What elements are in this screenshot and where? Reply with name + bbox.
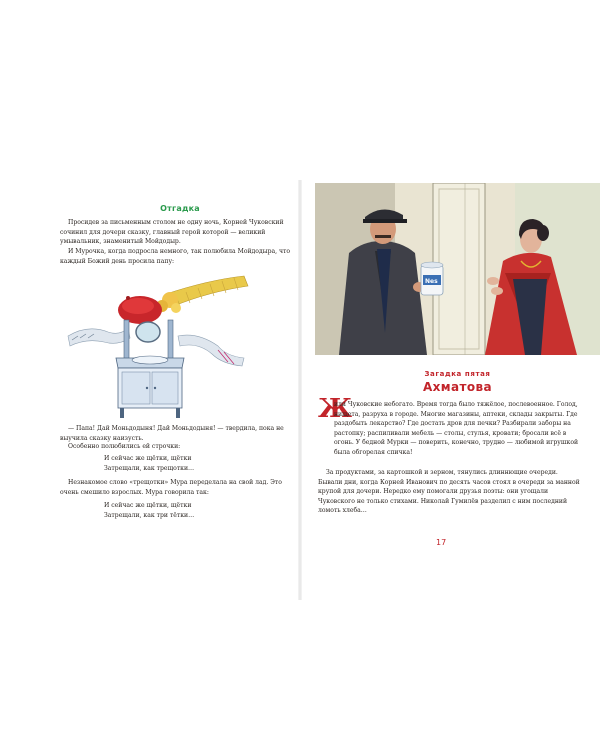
left-paragraph-1: Просидев за письменным столом не одну ночь, Корней Чуковский сочинил для дочери сказку, главный герой которой — великий умывальник, знаменитый Мойдодыр. bbox=[60, 219, 284, 246]
washstand-illustration bbox=[58, 266, 298, 426]
left-paragraph-4: Особенно полюбились ей строчки: bbox=[68, 443, 181, 450]
verse-1-line-1: И сейчас же щётки, щётки bbox=[104, 455, 192, 462]
verse-2 bbox=[104, 501, 194, 520]
riddle-subheading: Загадка пятая bbox=[424, 370, 491, 378]
right-paragraph-1: или Чуковские небогато. Время тогда было тяжёлое, послевоенное. Голод, нищета, разруха в городе. Многие магазины, аптеки, склады закрыты. Где раздобыть лекарство? Где достать дров для печки? Разбирали заборы на растопку; распиливали мебель — столы, стулья, кровати; бросали всё в огонь. У бедной Мурки — поверить, конечно, трудно — любимой игрушкой была обгорелая спичка! bbox=[334, 401, 579, 456]
left-paragraph-2: И Мурочка, когда подросла немного, так полюбила Мойдодыра, что каждый Божий день просила папу: bbox=[60, 248, 291, 265]
left-paragraph-5: Незнакомое слово «трещотки» Мура переделала на свой лад. Это очень смешило взрослых. Мура говорила так: bbox=[60, 479, 282, 496]
verse-2-line-2: Затрещали, как три тётки… bbox=[104, 511, 195, 519]
verse-2-line-1: И сейчас же щётки, щётки bbox=[104, 502, 192, 509]
man-and-woman-illustration bbox=[315, 183, 600, 355]
left-heading: Отгадка bbox=[160, 204, 200, 213]
verse-1 bbox=[104, 454, 194, 473]
can-label: Nes bbox=[425, 278, 438, 285]
right-paragraph-2: За продуктами, за картошкой и зерном, тянулись длиннющие очереди. Бывали дни, когда Корней Иванович по десять часов стоял в очереди за манной крупой для дочери. Нередко ему помогали друзья поэты: они угощали Чуковского не только стихами. Николай Гумилёв разделил с ним последний ломоть хлеба… bbox=[318, 469, 580, 515]
verse-1-line-2: Затрещали, как трещотки… bbox=[104, 464, 195, 472]
left-paragraph-3: — Папа! Дай Моньдодыня! Дай Моньдодыня! — твердила, пока не выучила сказку наизусть. bbox=[60, 425, 284, 442]
book-gutter bbox=[298, 180, 302, 600]
page-number: 17 bbox=[436, 538, 447, 547]
drop-cap: Ж bbox=[318, 394, 353, 424]
chapter-title: Ахматова bbox=[422, 380, 493, 394]
